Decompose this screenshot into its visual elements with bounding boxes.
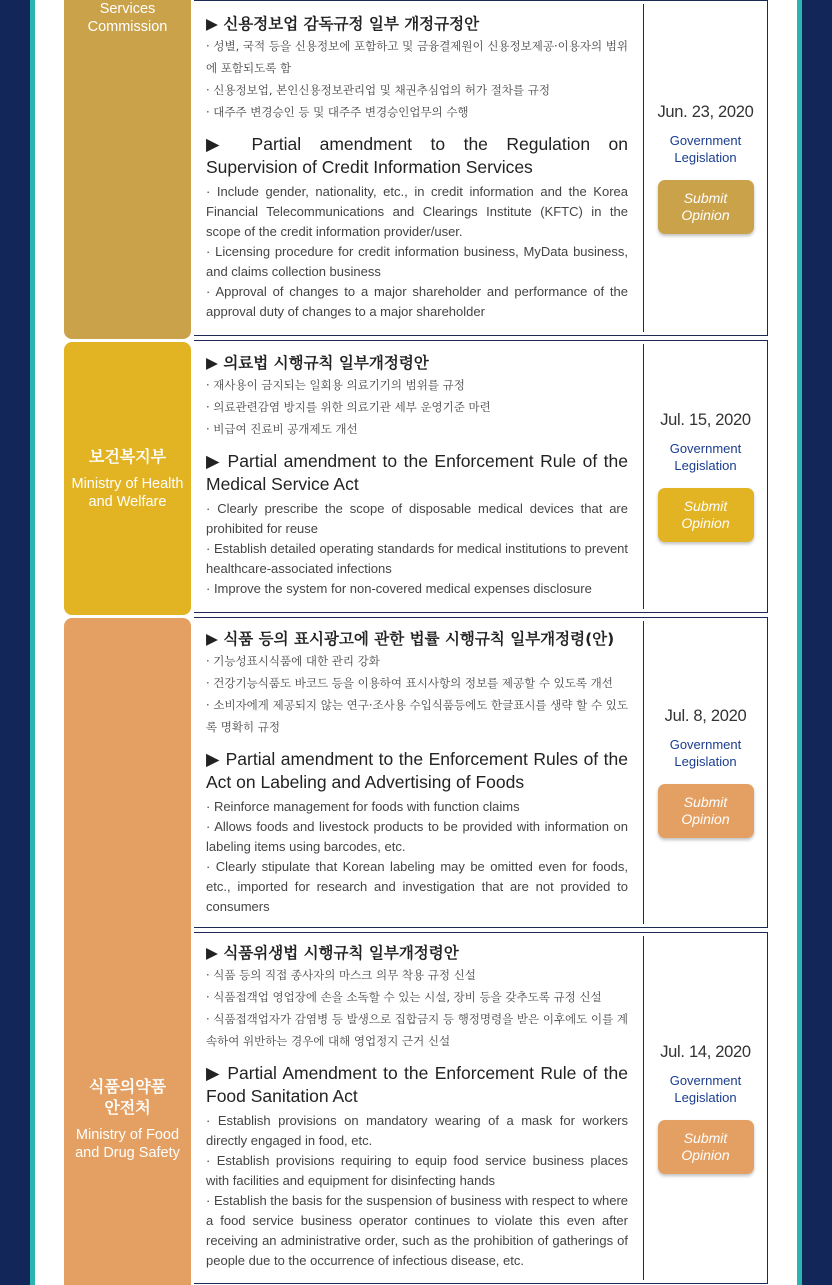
ministry-mfds xyxy=(64,618,191,1285)
entry-item-ko: · 식품접객업 영업장에 손을 소독할 수 있는 시설, 장비 등을 갖추도록 규정 신설 xyxy=(206,990,602,1004)
entry-title-ko: ▶ 식품위생법 시행규칙 일부개정령안 xyxy=(206,944,459,962)
entry-date: Jun. 23, 2020 xyxy=(657,102,754,121)
ministry-fsc xyxy=(64,0,191,339)
entry-title-ko: ▶ 신용정보업 감독규정 일부 개정규정안 xyxy=(206,15,480,33)
entry-item-ko: · 소비자에게 제공되지 않는 연구·조사용 수입식품등에도 한글표시를 생략 할 수 있도록 명확히 규정 xyxy=(206,698,628,734)
entry-item-en: · Licensing procedure for credit information business, MyData business, and claims collection business xyxy=(206,244,628,279)
entry-item-en: · Allows foods and livestock products to be provided with information on labeling items using barcodes, etc. xyxy=(206,819,628,854)
entry-item-en: · Establish the basis for the suspension of business with respect to where a food service business operator continues to violate this even after receiving an administrative order, such as the prohibition of gatherings of people due to the occurrence of infectious disease, etc. xyxy=(206,1193,628,1268)
entry-item-ko: · 기능성표시식품에 대한 관리 강화 xyxy=(206,654,380,668)
government-legislation-link[interactable]: Government Legislation xyxy=(669,441,742,473)
government-legislation-link[interactable]: Government Legislation xyxy=(669,737,742,769)
submit-opinion-button[interactable]: Submit Opinion xyxy=(658,784,754,838)
entry-item-en: · Include gender, nationality, etc., in credit information and the Korea Financial Telecommunications and Clearings Institute (KFTC) in the scope of the credit information provider/user. xyxy=(206,184,628,239)
legislation-entry xyxy=(194,617,768,928)
submit-opinion-button[interactable]: Submit Opinion xyxy=(658,1120,754,1174)
submit-opinion-button[interactable]: Submit Opinion xyxy=(658,488,754,542)
entry-title-ko: ▶ 의료법 시행규칙 일부개정령안 xyxy=(206,354,429,372)
ministry-name-ko: 식품의약품 안전처 xyxy=(88,1077,167,1117)
entry-date: Jul. 14, 2020 xyxy=(660,1042,751,1061)
entry-item-ko: · 비급여 진료비 공개제도 개선 xyxy=(206,422,358,436)
entry-date: Jul. 15, 2020 xyxy=(660,411,751,429)
ministry-name-en: Ministry of Food and Drug Safety xyxy=(75,1127,180,1161)
ministry-name-en: Services Commission xyxy=(87,1,168,35)
entry-title-en: ▶ Partial amendment to the Enforcement Rules of the Act on Labeling and Advertising of Foods xyxy=(206,749,628,792)
entry-item-en: · Establish provisions on mandatory wearing of a mask for workers directly engaged in food, etc. xyxy=(206,1113,628,1148)
legislation-entry xyxy=(194,340,768,613)
ministry-name-ko: 보건복지부 xyxy=(88,447,167,466)
legislation-entry xyxy=(194,0,768,336)
entry-title-en: ▶ Partial amendment to the Regulation on Supervision of Credit Information Services xyxy=(206,134,628,177)
entry-item-ko: · 대주주 변경승인 등 및 대주주 변경승인업무의 수행 xyxy=(206,105,469,119)
entry-item-ko: · 신용정보업, 본인신용정보관리업 및 채권추심업의 허가 절차를 규정 xyxy=(206,83,550,97)
entry-title-ko: ▶ 식품 등의 표시광고에 관한 법률 시행규칙 일부개정령(안) xyxy=(206,630,615,648)
ministry-mohw xyxy=(64,342,191,615)
entry-title-en: ▶ Partial amendment to the Enforcement Rule of the Medical Service Act xyxy=(206,451,628,494)
submit-opinion-button[interactable]: Submit Opinion xyxy=(658,180,754,234)
entry-item-ko: · 의료관련감염 방지를 위한 의료기관 세부 운영기준 마련 xyxy=(206,400,491,414)
entry-item-ko: · 식품접객업자가 감염병 등 발생으로 집합금지 등 행정명령을 받은 이후에도 이를 계속하여 위반하는 경우에 대해 영업정지 근거 신설 xyxy=(206,1012,628,1048)
entry-item-en: · Improve the system for non-covered medical expenses disclosure xyxy=(206,581,592,596)
entry-item-en: · Reinforce management for foods with function claims xyxy=(206,799,520,814)
government-legislation-link[interactable]: Government Legislation xyxy=(669,1072,742,1105)
legislation-entry xyxy=(194,932,768,1284)
entry-item-en: · Clearly prescribe the scope of disposable medical devices that are prohibited for reuse xyxy=(206,501,628,536)
entry-item-ko: · 재사용이 금지되는 일회용 의료기기의 범위를 규정 xyxy=(206,378,465,392)
ministry-name-en: Ministry of Health and Welfare xyxy=(71,476,184,510)
government-legislation-link[interactable]: Government Legislation xyxy=(669,132,742,165)
entry-item-en: · Establish detailed operating standards for medical institutions to prevent healthcare-associated infections xyxy=(206,541,629,576)
entry-item-ko: · 성별, 국적 등을 신용정보에 포함하고 및 금융결제원이 신용정보제공·이용자의 범위에 포함되도록 함 xyxy=(206,39,628,75)
entry-item-en: · Clearly stipulate that Korean labeling may be omitted even for foods, etc., imported for research and investigation that are not provided to consumers xyxy=(206,859,628,914)
entry-item-en: · Approval of changes to a major shareholder and performance of the approval duty of changes to a major shareholder xyxy=(206,284,628,319)
entry-item-ko: · 식품 등의 직접 종사자의 마스크 의무 착용 규정 신설 xyxy=(206,968,476,982)
entry-item-ko: · 건강기능식품도 바코드 등을 이용하여 표시사항의 정보를 제공할 수 있도록 개선 xyxy=(206,676,613,690)
entry-title-en: ▶ Partial Amendment to the Enforcement Rule of the Food Sanitation Act xyxy=(206,1063,628,1106)
entry-date: Jul. 8, 2020 xyxy=(664,707,747,725)
entry-item-en: · Establish provisions requiring to equip food service business places with facilities and equipment for disinfecting hands xyxy=(206,1153,628,1188)
